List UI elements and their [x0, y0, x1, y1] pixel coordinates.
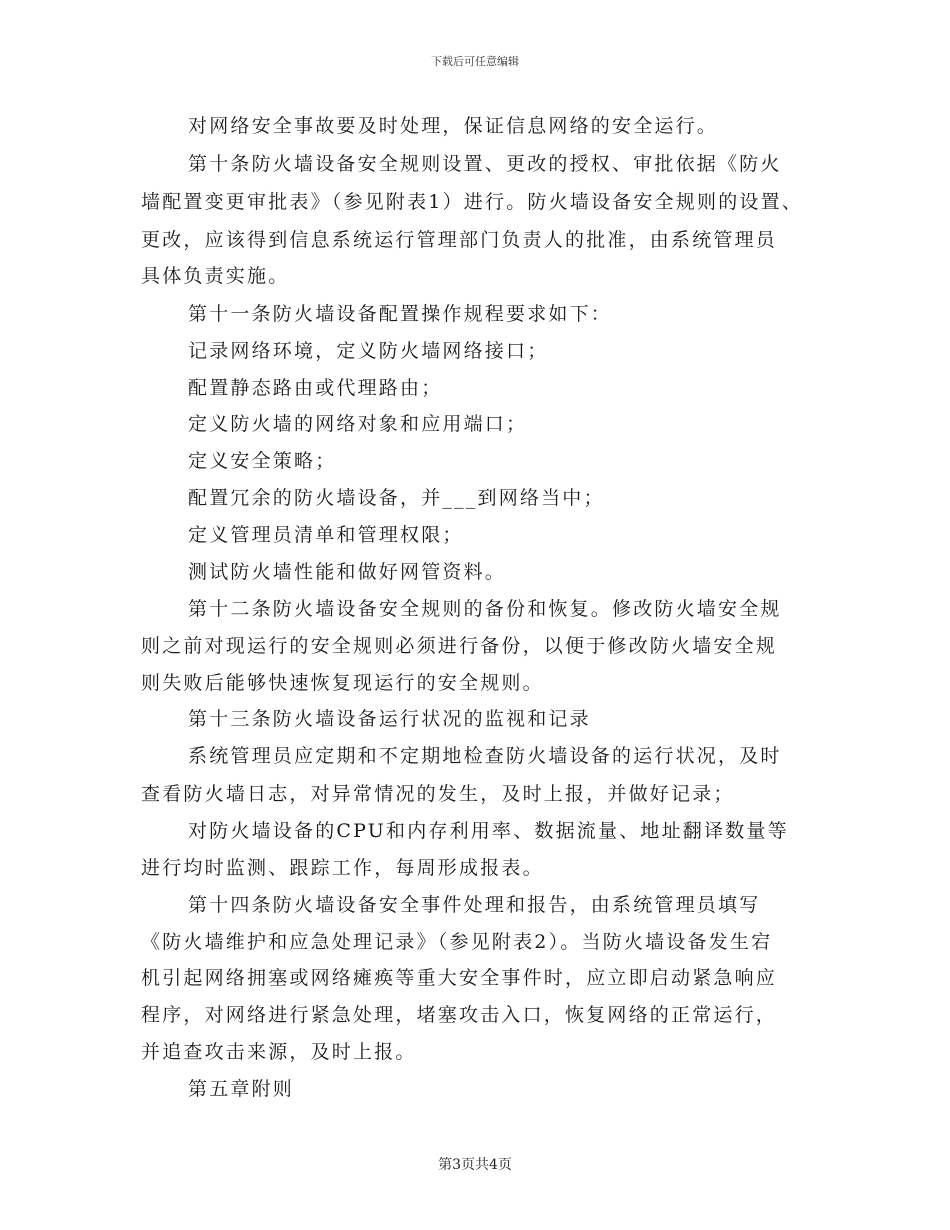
page-header: 下载后可任意编辑	[431, 55, 519, 68]
paragraph-line: 配置静态路由或代理路由；	[188, 377, 443, 399]
paragraph-line: 第十条防火墙设备安全规则设置、更改的授权、审批依据《防火	[188, 153, 782, 175]
paragraph-line: 《防火墙维护和应急处理记录》（参见附表2）。当防火墙设备发生宕	[141, 931, 773, 953]
paragraph-line: 机引起网络拥塞或网络瘫痪等重大安全事件时，应立即启动紧急响应	[141, 967, 778, 989]
paragraph-line: 配置冗余的防火墙设备，并___到网络当中；	[188, 487, 605, 509]
paragraph-line: 记录网络环境，定义防火墙网络接口；	[188, 340, 549, 362]
paragraph-line: 测试防火墙性能和做好网管资料。	[188, 561, 507, 583]
paragraph-line: 进行均时监测、跟踪工作，每周形成报表。	[141, 857, 544, 879]
paragraph-line: 更改，应该得到信息系统运行管理部门负责人的批准，由系统管理员	[141, 229, 778, 251]
paragraph-line: 查看防火墙日志，对异常情况的发生，及时上报，并做好记录；	[141, 783, 735, 805]
paragraph-line: 具体负责实施。	[141, 265, 290, 287]
paragraph-line: 第十一条防火墙设备配置操作规程要求如下：	[188, 303, 613, 325]
paragraph-line: 定义安全策略；	[188, 450, 337, 472]
paragraph-line: 定义防火墙的网络对象和应用端口；	[188, 413, 528, 435]
paragraph-line: 定义管理员清单和管理权限；	[188, 524, 464, 546]
paragraph-line: 程序，对网络进行紧急处理，堵塞攻击入口，恢复网络的正常运行，	[141, 1004, 778, 1026]
paragraph-line: 对防火墙设备的CPU和内存利用率、数据流量、地址翻译数量等	[188, 820, 789, 842]
paragraph-line: 第十三条防火墙设备运行状况的监视和记录	[188, 708, 591, 730]
paragraph-line: 并追查攻击来源，及时上报。	[141, 1041, 417, 1063]
paragraph-line: 对网络安全事故要及时处理，保证信息网络的安全运行。	[188, 115, 719, 137]
paragraph-line: 系统管理员应定期和不定期地检查防火墙设备的运行状况，及时	[188, 745, 782, 767]
paragraph-line: 则失败后能够快速恢复现运行的安全规则。	[141, 672, 544, 694]
paragraph-line: 第十二条防火墙设备安全规则的备份和恢复。修改防火墙安全规	[188, 598, 782, 620]
paragraph-line: 墙配置变更审批表》（参见附表1）进行。防火墙设备安全规则的设置、	[141, 191, 803, 213]
chapter-heading: 第五章附则	[188, 1078, 295, 1100]
page-footer: 第3页共4页	[438, 1157, 512, 1173]
paragraph-line: 第十四条防火墙设备安全事件处理和报告，由系统管理员填写	[188, 894, 761, 916]
paragraph-line: 则之前对现运行的安全规则必须进行备份，以便于修改防火墙安全规	[141, 635, 778, 657]
